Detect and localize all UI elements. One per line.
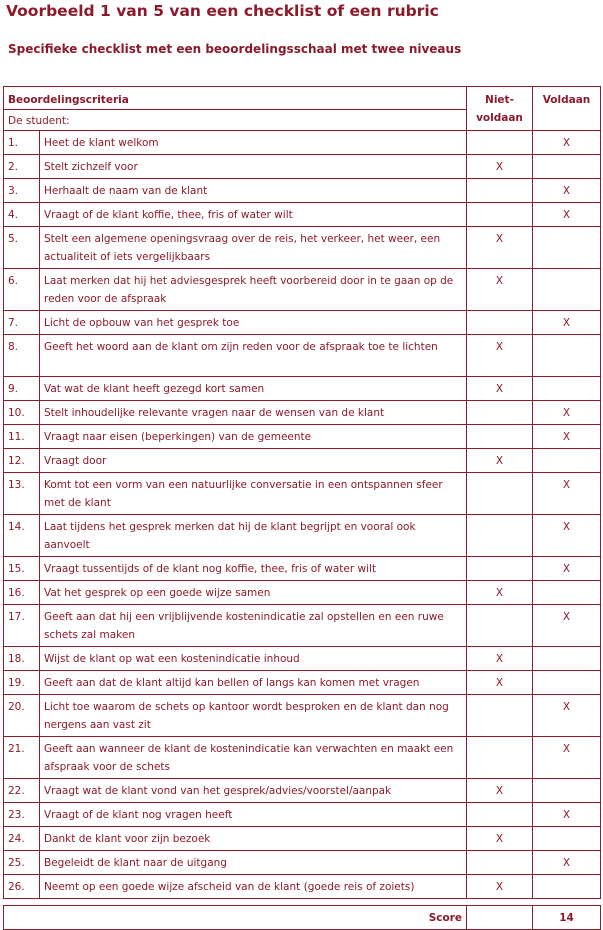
header-row: [4, 87, 601, 110]
criterion-text: Geeft het woord aan de klant om zijn reden voor de afspraak toe te lichten: [40, 335, 467, 377]
niet-voldaan-mark: X: [467, 335, 533, 377]
voldaan-mark: X: [533, 851, 601, 875]
table-row: [4, 647, 601, 671]
criterion-number: 11.: [4, 425, 40, 449]
voldaan-header: Voldaan: [533, 87, 601, 131]
table-row: [4, 803, 601, 827]
voldaan-mark: [533, 827, 601, 851]
table-row: [4, 311, 601, 335]
niet-voldaan-mark: [467, 803, 533, 827]
table-row: [4, 851, 601, 875]
criterion-text: Heet de klant welkom: [40, 131, 467, 155]
niet-voldaan-mark: [467, 179, 533, 203]
voldaan-mark: [533, 779, 601, 803]
criterion-number: 13.: [4, 473, 40, 515]
voldaan-mark: [533, 335, 601, 377]
voldaan-mark: X: [533, 605, 601, 647]
voldaan-mark: X: [533, 401, 601, 425]
criterion-number: 3.: [4, 179, 40, 203]
table-row: [4, 557, 601, 581]
criterion-text: Vraagt of de klant koffie, thee, fris of water wilt: [40, 203, 467, 227]
niet-voldaan-mark: [467, 695, 533, 737]
criterion-text: Vraagt wat de klant vond van het gesprek/advies/voorstel/aanpak: [40, 779, 467, 803]
criterion-text: Stelt inhoudelijke relevante vragen naar de wensen van de klant: [40, 401, 467, 425]
voldaan-mark: [533, 647, 601, 671]
criterion-number: 14.: [4, 515, 40, 557]
voldaan-mark: [533, 377, 601, 401]
criterion-text: Begeleidt de klant naar de uitgang: [40, 851, 467, 875]
voldaan-mark: [533, 269, 601, 311]
criterion-number: 12.: [4, 449, 40, 473]
criteria-header: Beoordelingscriteria: [4, 87, 467, 110]
voldaan-mark: X: [533, 179, 601, 203]
niet-voldaan-mark: X: [467, 875, 533, 899]
score-niet-voldaan: [467, 906, 533, 930]
niet-voldaan-mark: [467, 851, 533, 875]
table-row: [4, 377, 601, 401]
voldaan-mark: X: [533, 695, 601, 737]
table-row: [4, 515, 601, 557]
criterion-text: Geeft aan dat hij een vrijblijvende kostenindicatie zal opstellen en een ruwe schets zal maken: [40, 605, 467, 647]
niet-voldaan-mark: X: [467, 155, 533, 179]
page-subtitle: Specifieke checklist met een beoordelingsschaal met twee niveaus: [8, 42, 462, 56]
criterion-text: Vat het gesprek op een goede wijze samen: [40, 581, 467, 605]
checklist-table: [3, 86, 601, 899]
criterion-number: 10.: [4, 401, 40, 425]
score-table: [3, 905, 601, 930]
criterion-text: Dankt de klant voor zijn bezoek: [40, 827, 467, 851]
voldaan-mark: X: [533, 803, 601, 827]
criterion-text: Geeft aan wanneer de klant de kostenindicatie kan verwachten en maakt een afspraak voor de schets: [40, 737, 467, 779]
criterion-number: 20.: [4, 695, 40, 737]
table-row: [4, 605, 601, 647]
niet-voldaan-mark: X: [467, 827, 533, 851]
table-row: [4, 203, 601, 227]
student-label: De student:: [4, 110, 467, 131]
criterion-number: 18.: [4, 647, 40, 671]
criterion-number: 5.: [4, 227, 40, 269]
voldaan-mark: X: [533, 557, 601, 581]
niet-voldaan-mark: [467, 515, 533, 557]
criterion-text: Laat merken dat hij het adviesgesprek heeft voorbereid door in te gaan op de reden voor de afspraak: [40, 269, 467, 311]
criterion-number: 16.: [4, 581, 40, 605]
criterion-text: Komt tot een vorm van een natuurlijke conversatie in een ontspannen sfeer met de klant: [40, 473, 467, 515]
criterion-text: Wijst de klant op wat een kostenindicatie inhoud: [40, 647, 467, 671]
criterion-number: 15.: [4, 557, 40, 581]
criterion-text: Vat wat de klant heeft gezegd kort samen: [40, 377, 467, 401]
niet-voldaan-mark: [467, 203, 533, 227]
table-row: [4, 827, 601, 851]
niet-voldaan-mark: X: [467, 227, 533, 269]
criterion-text: Licht de opbouw van het gesprek toe: [40, 311, 467, 335]
niet-voldaan-mark: X: [467, 449, 533, 473]
niet-voldaan-mark: X: [467, 671, 533, 695]
criterion-text: Vraagt tussentijds of de klant nog koffie, thee, fris of water wilt: [40, 557, 467, 581]
table-row: [4, 131, 601, 155]
voldaan-mark: [533, 155, 601, 179]
table-row: [4, 449, 601, 473]
niet-voldaan-mark: [467, 737, 533, 779]
criterion-number: 24.: [4, 827, 40, 851]
table-row: [4, 473, 601, 515]
criterion-number: 1.: [4, 131, 40, 155]
table-row: [4, 401, 601, 425]
voldaan-mark: [533, 875, 601, 899]
table-row: [4, 425, 601, 449]
niet-voldaan-mark: [467, 605, 533, 647]
criterion-number: 8.: [4, 335, 40, 377]
table-row: [4, 671, 601, 695]
niet-voldaan-mark: [467, 401, 533, 425]
niet-voldaan-mark: X: [467, 581, 533, 605]
criterion-text: Vraagt of de klant nog vragen heeft: [40, 803, 467, 827]
score-value: 14: [533, 906, 601, 930]
table-row: [4, 737, 601, 779]
criterion-text: Herhaalt de naam van de klant: [40, 179, 467, 203]
criterion-text: Stelt zichzelf voor: [40, 155, 467, 179]
voldaan-mark: X: [533, 473, 601, 515]
criterion-number: 17.: [4, 605, 40, 647]
voldaan-mark: X: [533, 425, 601, 449]
criterion-number: 19.: [4, 671, 40, 695]
criterion-number: 23.: [4, 803, 40, 827]
criterion-number: 6.: [4, 269, 40, 311]
criterion-number: 2.: [4, 155, 40, 179]
criterion-number: 9.: [4, 377, 40, 401]
criterion-number: 21.: [4, 737, 40, 779]
criterion-number: 26.: [4, 875, 40, 899]
niet-voldaan-mark: X: [467, 647, 533, 671]
table-row: [4, 779, 601, 803]
criterion-text: Neemt op een goede wijze afscheid van de klant (goede reis of zoiets): [40, 875, 467, 899]
niet-voldaan-mark: [467, 473, 533, 515]
criterion-text: Licht toe waarom de schets op kantoor wordt besproken en de klant dan nog nergens aan vast zit: [40, 695, 467, 737]
criterion-number: 22.: [4, 779, 40, 803]
voldaan-mark: [533, 581, 601, 605]
criterion-text: Vraagt door: [40, 449, 467, 473]
table-row: [4, 155, 601, 179]
voldaan-mark: [533, 227, 601, 269]
criterion-number: 7.: [4, 311, 40, 335]
table-row: [4, 695, 601, 737]
voldaan-mark: X: [533, 515, 601, 557]
criterion-text: Geeft aan dat de klant altijd kan bellen of langs kan komen met vragen: [40, 671, 467, 695]
score-label: Score: [4, 906, 467, 930]
niet-voldaan-mark: [467, 557, 533, 581]
voldaan-mark: X: [533, 311, 601, 335]
criterion-text: Stelt een algemene openingsvraag over de reis, het verkeer, het weer, een actualiteit of iets vergelijkbaars: [40, 227, 467, 269]
niet-voldaan-mark: [467, 131, 533, 155]
voldaan-mark: [533, 449, 601, 473]
niet-voldaan-mark: [467, 425, 533, 449]
criterion-text: Laat tijdens het gesprek merken dat hij de klant begrijpt en vooral ook aanvoelt: [40, 515, 467, 557]
table-row: [4, 581, 601, 605]
niet-voldaan-header: Niet-voldaan: [467, 87, 533, 131]
niet-voldaan-mark: X: [467, 377, 533, 401]
page-title: Voorbeeld 1 van 5 van een checklist of een rubric: [6, 2, 439, 20]
table-row: [4, 269, 601, 311]
table-row: [4, 227, 601, 269]
voldaan-mark: X: [533, 737, 601, 779]
criterion-number: 4.: [4, 203, 40, 227]
score-row: [4, 906, 601, 930]
table-row: [4, 179, 601, 203]
criterion-text: Vraagt naar eisen (beperkingen) van de gemeente: [40, 425, 467, 449]
table-row: [4, 335, 601, 377]
niet-voldaan-mark: X: [467, 779, 533, 803]
niet-voldaan-mark: [467, 311, 533, 335]
voldaan-mark: X: [533, 131, 601, 155]
criterion-number: 25.: [4, 851, 40, 875]
niet-voldaan-mark: X: [467, 269, 533, 311]
table-row: [4, 875, 601, 899]
voldaan-mark: [533, 671, 601, 695]
voldaan-mark: X: [533, 203, 601, 227]
